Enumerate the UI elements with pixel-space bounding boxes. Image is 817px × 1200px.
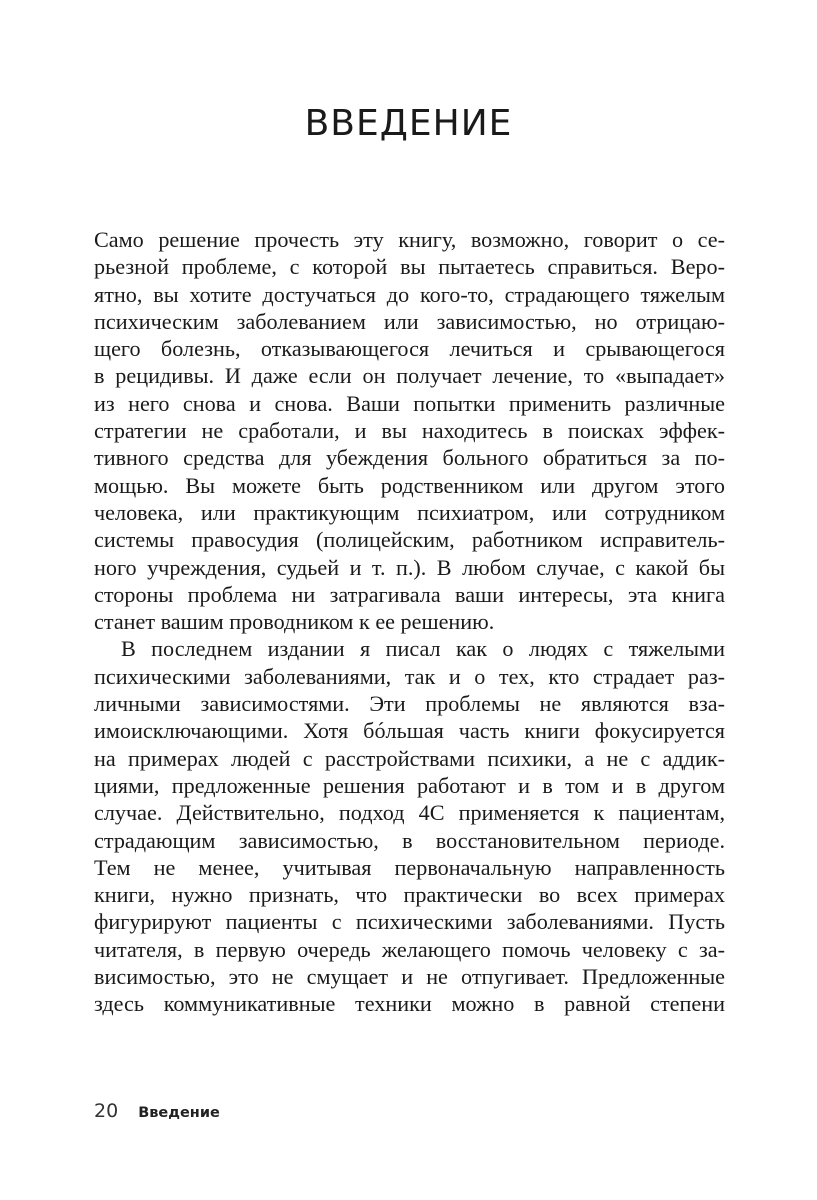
- text-line: Само решение прочесть эту книгу, возможно, говорит о се-: [94, 227, 725, 252]
- text-line: висимостью, это не смущает и не отпугивает. Предложенные: [94, 964, 725, 990]
- text-line: здесь коммуникативные техники можно в равной степени: [94, 991, 725, 1017]
- text-line: случае. Действительно, подход 4С применяется к пациентам,: [94, 800, 725, 826]
- text-line: рьезной проблеме, с которой вы пытаетесь справиться. Веро-: [94, 254, 725, 280]
- text-line: в рецидивы. И даже если он получает лечение, то «выпадает»: [94, 363, 725, 389]
- text-line: имоисключающими. Хотя бóльшая часть книги фокусируется: [94, 718, 725, 744]
- text-line: на примерах людей с расстройствами психики, а не с аддик-: [94, 745, 725, 771]
- body-text: [94, 226, 725, 1018]
- text-line: психическими заболеваниями, так и о тех, кто страдает раз-: [94, 663, 725, 689]
- text-line: мощью. Вы можете быть родственником или другом этого: [94, 472, 725, 498]
- text-line: страдающим зависимостью, в восстановительном периоде.: [94, 827, 725, 853]
- text-line: из него снова и снова. Ваши попытки применить различные: [94, 390, 725, 416]
- text-line: станет вашим проводником к ее решению.: [94, 609, 495, 635]
- text-line: читателя, в первую очередь желающего помочь человеку с за-: [94, 936, 725, 962]
- text-line: фигурируют пациенты с психическими заболеваниями. Пусть: [94, 909, 725, 935]
- text-line: ного учреждения, судьей и т. п.). В любом случае, с какой бы: [94, 554, 725, 580]
- text-line: системы правосудия (полицейским, работником исправитель-: [94, 527, 725, 553]
- text-line: книги, нужно признать, что практически во всех примерах: [94, 882, 725, 908]
- text-line: стратегии не сработали, и вы находитесь в поисках эффек-: [94, 418, 725, 444]
- text-line: психическим заболеванием или зависимостью, но отрицаю-: [94, 308, 725, 334]
- page-footer: [94, 1100, 220, 1126]
- text-line: Тем не менее, учитывая первоначальную направленность: [94, 854, 725, 880]
- text-line: ятно, вы хотите достучаться до кого-то, страдающего тяжелым: [94, 281, 725, 307]
- text-line: В последнем издании я писал как о людях с тяжелыми: [121, 636, 725, 662]
- text-line: циями, предложенные решения работают и в том и в другом: [94, 772, 725, 798]
- running-title: Введение: [138, 1105, 220, 1121]
- text-line: стороны проблема ни затрагивала ваши интересы, эта книга: [94, 581, 725, 607]
- text-line: тивного средства для убеждения больного обратиться за по-: [94, 445, 725, 471]
- text-line: личными зависимостями. Эти проблемы не являются вза-: [94, 691, 725, 717]
- text-line: человека, или практикующим психиатром, или сотрудником: [94, 499, 725, 525]
- page-title: ВВЕДЕНИЕ: [304, 103, 513, 144]
- text-line: щего болезнь, отказывающегося лечиться и срывающегося: [94, 336, 725, 362]
- page-number: 20: [94, 1100, 119, 1122]
